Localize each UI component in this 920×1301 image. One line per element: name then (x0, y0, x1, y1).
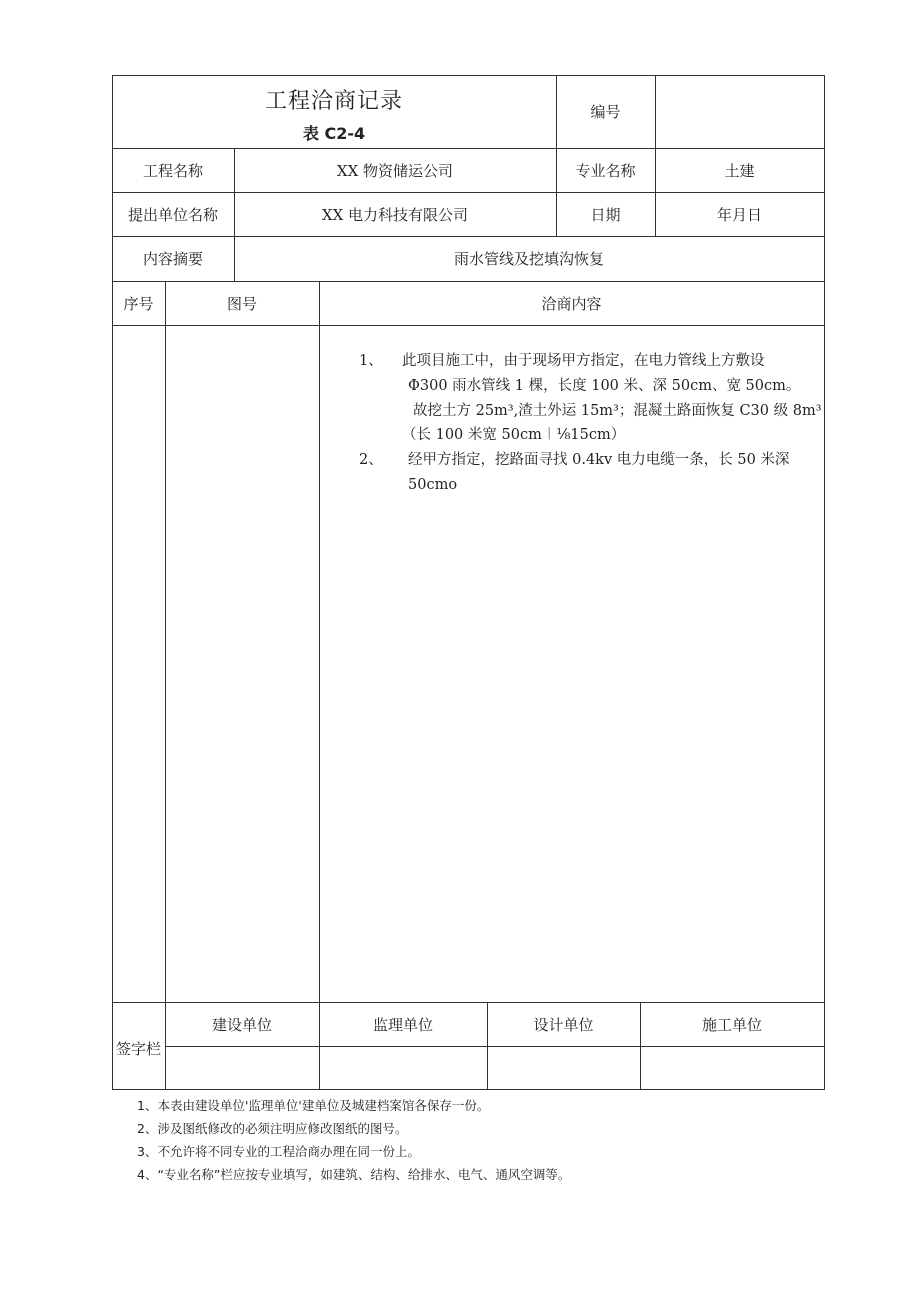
signature-party-construction: 建设单位 (211, 1015, 272, 1034)
content-line: Φ300 雨水管线 1 棵，长度 100 米、深 50cm、宽 50cm。 (408, 378, 801, 394)
note-item: 3、不允许将不同专业的工程洽商办理在同一份上。 (137, 1144, 420, 1159)
note-item: 2、涉及图纸修改的必须注明应修改图纸的图号。 (137, 1121, 408, 1136)
number-field[interactable] (655, 75, 824, 148)
project-name-label: 工程名称 (142, 161, 203, 180)
item-number: 2、 (359, 452, 383, 468)
drawing-no-header: 图号 (226, 294, 257, 313)
signature-box-construction[interactable] (166, 1047, 319, 1089)
date-label: 日期 (590, 205, 621, 224)
signature-party-design: 设计单位 (533, 1015, 594, 1034)
signature-box-design[interactable] (488, 1047, 640, 1089)
col-divider (165, 281, 166, 1090)
project-name-value[interactable]: XX 物资储运公司 (336, 161, 454, 180)
col-divider (319, 281, 320, 1090)
summary-label: 内容摘要 (142, 250, 203, 268)
content-line: 此项目施工中，由于现场甲方指定，在电力管线上方敷设 (402, 353, 765, 369)
row-divider (112, 325, 825, 326)
note-item: 4、“专业名称”栏应按专业填写，如建筑、结构、给排水、电气、通风空调等。 (137, 1167, 571, 1182)
content-line: 经甲方指定，挖路面寻找 0.4kv 电力电缆一条，长 50 米深 (408, 452, 790, 468)
signature-party-contractor: 施工单位 (701, 1015, 762, 1034)
signature-box-supervision[interactable] (320, 1047, 487, 1089)
content-line: 50cmo (408, 477, 458, 493)
form-code: 表 C2-4 (302, 123, 366, 143)
seq-header: 序号 (123, 294, 154, 313)
specialty-value[interactable]: 土建 (724, 161, 755, 180)
table-border-bottom (112, 1089, 825, 1090)
specialty-label: 专业名称 (575, 161, 636, 180)
item-number: 1、 (359, 353, 383, 369)
date-value[interactable]: 年月日 (716, 205, 762, 224)
content-header: 洽商内容 (541, 294, 602, 313)
unit-value[interactable]: XX 电力科技有限公司 (321, 205, 469, 224)
note-item: 1、本表由建设单位'监理单位'建单位及城建档案馆各保存一份。 (137, 1098, 490, 1113)
content-line: （长 100 米宽 50cm︱⅛15cm） (402, 427, 626, 443)
number-label: 编号 (590, 103, 621, 121)
signature-box-contractor[interactable] (641, 1047, 824, 1089)
signature-party-supervision: 监理单位 (372, 1015, 433, 1034)
signature-label: 签字栏 (115, 1039, 161, 1058)
table-border-right (824, 75, 825, 1090)
summary-value[interactable]: 雨水管线及挖填沟恢复 (453, 250, 604, 268)
page-title: 工程洽商记录 (264, 88, 403, 114)
content-line: 故挖土方 25m³,渣土外运 15m³；混凝土路面恢复 C30 级 8m³ (413, 403, 822, 419)
unit-label: 提出单位名称 (127, 205, 218, 224)
